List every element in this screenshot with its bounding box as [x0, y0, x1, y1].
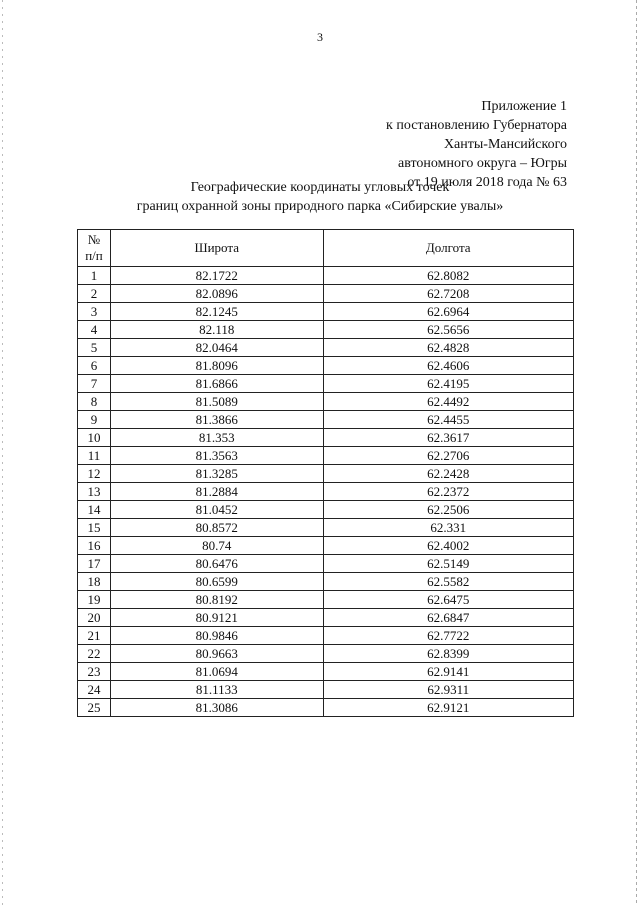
- latitude-cell: 81.3866: [110, 411, 323, 429]
- table-row: [78, 537, 574, 555]
- table-row: [78, 339, 574, 357]
- table-row: [78, 321, 574, 339]
- longitude-cell: 62.4002: [323, 537, 574, 555]
- latitude-cell: 81.0694: [110, 663, 323, 681]
- row-number-cell: 9: [78, 411, 111, 429]
- table-row: [78, 393, 574, 411]
- table-row: [78, 627, 574, 645]
- table-row: [78, 555, 574, 573]
- latitude-cell: 81.5089: [110, 393, 323, 411]
- latitude-cell: 80.6476: [110, 555, 323, 573]
- table-row: [78, 465, 574, 483]
- longitude-cell: 62.9141: [323, 663, 574, 681]
- row-number-cell: 13: [78, 483, 111, 501]
- table-row: [78, 285, 574, 303]
- longitude-cell: 62.4455: [323, 411, 574, 429]
- row-number-cell: 23: [78, 663, 111, 681]
- appendix-line: автономного округа – Югры: [398, 156, 567, 171]
- longitude-cell: 62.6964: [323, 303, 574, 321]
- header-number: [78, 230, 111, 267]
- longitude-cell: 62.5582: [323, 573, 574, 591]
- appendix-line: Приложение 1: [481, 99, 567, 114]
- latitude-cell: 82.0464: [110, 339, 323, 357]
- header-number-line2: п/п: [85, 248, 103, 263]
- latitude-cell: 80.74: [110, 537, 323, 555]
- longitude-cell: 62.6847: [323, 609, 574, 627]
- table-row: [78, 663, 574, 681]
- longitude-cell: 62.5149: [323, 555, 574, 573]
- latitude-cell: 80.8192: [110, 591, 323, 609]
- page-number: 3: [317, 30, 323, 44]
- row-number-cell: 22: [78, 645, 111, 663]
- table-row: [78, 573, 574, 591]
- row-number-cell: 25: [78, 699, 111, 717]
- longitude-cell: 62.2372: [323, 483, 574, 501]
- longitude-cell: 62.4606: [323, 357, 574, 375]
- table-row: [78, 429, 574, 447]
- longitude-cell: 62.2706: [323, 447, 574, 465]
- longitude-cell: 62.8082: [323, 267, 574, 285]
- scan-edge-left: [2, 0, 3, 905]
- row-number-cell: 17: [78, 555, 111, 573]
- row-number-cell: 11: [78, 447, 111, 465]
- latitude-cell: 81.3285: [110, 465, 323, 483]
- longitude-cell: 62.8399: [323, 645, 574, 663]
- latitude-cell: 82.118: [110, 321, 323, 339]
- row-number-cell: 8: [78, 393, 111, 411]
- row-number-cell: 7: [78, 375, 111, 393]
- latitude-cell: 81.8096: [110, 357, 323, 375]
- title-line: границ охранной зоны природного парка «Сибирские увалы»: [136, 199, 504, 214]
- row-number-cell: 1: [78, 267, 111, 285]
- longitude-cell: 62.4828: [323, 339, 574, 357]
- coordinates-table: [77, 229, 574, 717]
- longitude-cell: 62.4195: [323, 375, 574, 393]
- longitude-cell: 62.2506: [323, 501, 574, 519]
- latitude-cell: 81.6866: [110, 375, 323, 393]
- longitude-cell: 62.5656: [323, 321, 574, 339]
- longitude-cell: 62.4492: [323, 393, 574, 411]
- row-number-cell: 18: [78, 573, 111, 591]
- appendix-line: Ханты-Мансийского: [443, 137, 567, 152]
- row-number-cell: 15: [78, 519, 111, 537]
- latitude-cell: 80.8572: [110, 519, 323, 537]
- table-row: [78, 447, 574, 465]
- latitude-cell: 80.6599: [110, 573, 323, 591]
- scan-edge-right: [636, 0, 637, 905]
- appendix-line: к постановлению Губернатора: [386, 118, 567, 133]
- longitude-cell: 62.9121: [323, 699, 574, 717]
- table-row: [78, 681, 574, 699]
- row-number-cell: 5: [78, 339, 111, 357]
- latitude-cell: 82.0896: [110, 285, 323, 303]
- latitude-cell: 81.3563: [110, 447, 323, 465]
- latitude-cell: 81.3086: [110, 699, 323, 717]
- table-row: [78, 411, 574, 429]
- row-number-cell: 3: [78, 303, 111, 321]
- table-row: [78, 357, 574, 375]
- table-row: [78, 591, 574, 609]
- row-number-cell: 12: [78, 465, 111, 483]
- latitude-cell: 81.1133: [110, 681, 323, 699]
- row-number-cell: 4: [78, 321, 111, 339]
- table-row: [78, 645, 574, 663]
- row-number-cell: 2: [78, 285, 111, 303]
- longitude-cell: 62.9311: [323, 681, 574, 699]
- longitude-cell: 62.331: [323, 519, 574, 537]
- row-number-cell: 19: [78, 591, 111, 609]
- latitude-cell: 80.9846: [110, 627, 323, 645]
- table-row: [78, 609, 574, 627]
- table-row: [78, 699, 574, 717]
- longitude-cell: 62.7208: [323, 285, 574, 303]
- appendix-line: от 19 июля 2018 года № 63: [407, 175, 567, 190]
- row-number-cell: 16: [78, 537, 111, 555]
- longitude-cell: 62.7722: [323, 627, 574, 645]
- table-header-row: [78, 230, 574, 267]
- header-number-line1: №: [87, 232, 101, 247]
- table-body: [78, 267, 574, 717]
- table-row: [78, 483, 574, 501]
- table-row: [78, 375, 574, 393]
- row-number-cell: 24: [78, 681, 111, 699]
- row-number-cell: 20: [78, 609, 111, 627]
- header-longitude: Долгота: [323, 230, 574, 267]
- row-number-cell: 21: [78, 627, 111, 645]
- table-row: [78, 267, 574, 285]
- longitude-cell: 62.2428: [323, 465, 574, 483]
- longitude-cell: 62.6475: [323, 591, 574, 609]
- row-number-cell: 10: [78, 429, 111, 447]
- latitude-cell: 81.353: [110, 429, 323, 447]
- header-latitude: Широта: [110, 230, 323, 267]
- latitude-cell: 80.9121: [110, 609, 323, 627]
- table-row: [78, 519, 574, 537]
- document-title: [0, 178, 640, 216]
- latitude-cell: 80.9663: [110, 645, 323, 663]
- row-number-cell: 6: [78, 357, 111, 375]
- row-number-cell: 14: [78, 501, 111, 519]
- table-row: [78, 303, 574, 321]
- latitude-cell: 82.1722: [110, 267, 323, 285]
- table-row: [78, 501, 574, 519]
- longitude-cell: 62.3617: [323, 429, 574, 447]
- latitude-cell: 81.0452: [110, 501, 323, 519]
- latitude-cell: 82.1245: [110, 303, 323, 321]
- title-line: Географические координаты угловых точек: [190, 180, 450, 195]
- latitude-cell: 81.2884: [110, 483, 323, 501]
